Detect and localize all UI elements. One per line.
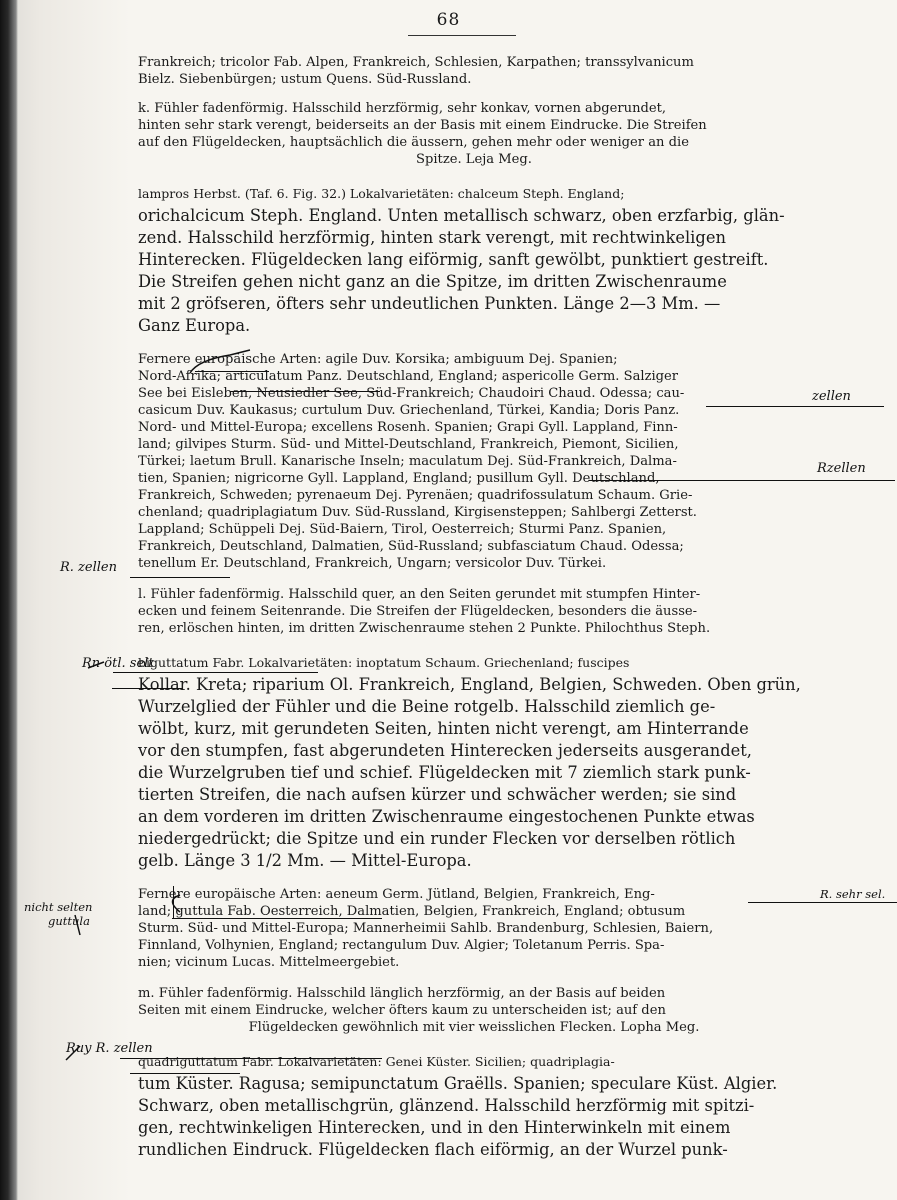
text-line: Lappland; Schüppeli Dej. Süd-Baiern, Tirol, Oesterreich; Sturmi Panz. Spanien, xyxy=(138,522,667,537)
page-number: 68 xyxy=(436,10,461,30)
text-line: tierten Streifen, die nach aufsen kürzer und schwächer werden; sie sind xyxy=(138,785,737,804)
text-line: gen, rechtwinkeligen Hinterecken, und in den Hinterwinkeln mit einem xyxy=(138,1118,731,1137)
text-line: Wurzelglied der Fühler und die Beine rotgelb. Halsschild ziemlich ge- xyxy=(138,697,716,716)
text-line: Frankreich, Deutschland, Dalmatien, Süd-Russland; subfasciatum Chaud. Odessa; xyxy=(138,539,684,554)
text-line: land; guttula Fab. Oesterreich, Dalmatien, Belgien, Frankreich, England; obtusum xyxy=(138,904,686,919)
text-line: niedergedrückt; die Spitze und ein runder Flecken vor derselben rötlich xyxy=(138,829,736,848)
text-line: ren, erlöschen hinten, im dritten Zwischenraume stehen 2 Punkte. Philochthus Steph. xyxy=(138,621,711,636)
text-line: orichalcicum Steph. England. Unten metallisch schwarz, oben erzfarbig, glän- xyxy=(138,206,785,225)
pen-stroke-guttula-tail xyxy=(75,915,80,935)
text-line: auf den Flügeldecken, hauptsächlich die äussern, gehen mehr oder weniger an die xyxy=(138,135,689,150)
pen-stroke-articulatum xyxy=(190,350,250,373)
text-line: gelb. Länge 3 1/2 Mm. — Mittel-Europa. xyxy=(138,851,472,870)
text-line: Flügeldecken gewöhnlich mit vier weisslichen Flecken. Lopha Meg. xyxy=(248,1020,700,1035)
text-line: Finnland, Volhynien, England; rectangulum Duv. Algier; Toletanum Perris. Spa- xyxy=(138,938,665,953)
text-line: Seiten mit einem Eindrucke, welcher öfters kaum zu unterscheiden ist; auf den xyxy=(138,1003,666,1018)
handwritten-note-quadriguttatum: Ruy R. zellen xyxy=(66,1041,153,1056)
text-line: Schwarz, oben metallischgrün, glänzend. Halsschild herzförmig mit spitzi- xyxy=(138,1096,755,1115)
text-line: land; gilvipes Sturm. Süd- und Mittel-Deutschland, Frankreich, Piemont, Sicilien, xyxy=(138,437,679,452)
text-line: Spitze. Leja Meg. xyxy=(416,152,532,167)
text-line: Ganz Europa. xyxy=(138,316,251,335)
text-line: Nord-Afrika; articulatum Panz. Deutschland, England; aspericolle Germ. Salziger xyxy=(138,369,679,384)
text-line: vor den stumpfen, fast abgerundeten Hinterecken jederseits ausgerandet, xyxy=(138,741,752,760)
handwritten-note-obtusum: R. sehr sel. xyxy=(820,887,886,901)
text-line: Die Streifen gehen nicht ganz an die Spitze, im dritten Zwischenraume xyxy=(138,272,727,291)
text-line: Kollar. Kreta; riparium Ol. Frankreich, England, Belgien, Schweden. Oben grün, xyxy=(138,675,801,694)
text-line: an dem vorderen im dritten Zwischenraume eingestochenen Punkte etwas xyxy=(138,807,755,826)
text-line: chenland; quadriplagiatum Duv. Süd-Russland, Kirgisensteppen; Sahlbergi Zetterst. xyxy=(138,505,697,520)
text-line: Türkei; laetum Brull. Kanarische Inseln; maculatum Dej. Süd-Frankreich, Dalma- xyxy=(138,454,677,469)
species-lead-line: biguttatum Fabr. Lokalvarietäten: inoptatum Schaum. Griechenland; fuscipes xyxy=(138,655,630,670)
text-line: m. Fühler fadenförmig. Halsschild länglich herzförmig, an der Basis auf beiden xyxy=(138,986,666,1001)
text-line: Fernere europäische Arten: agile Duv. Korsika; ambiguum Dej. Spanien; xyxy=(138,352,618,367)
pen-stroke-quadriguttatum-tail xyxy=(66,1046,80,1060)
handwritten-note-tenellum: R. zellen xyxy=(60,560,117,575)
text-line: hinten sehr stark verengt, beiderseits an der Basis mit einem Eindrucke. Die Streifen xyxy=(138,118,707,133)
pen-stroke-biguttatum-tail xyxy=(88,662,104,668)
handwritten-note-guttula-1: nicht selten xyxy=(24,900,93,914)
text-line: Frankreich; tricolor Fab. Alpen, Frankreich, Schlesien, Karpathen; transsylvanicum xyxy=(138,55,694,70)
text-line: Bielz. Siebenbürgen; ustum Quens. Süd-Russland. xyxy=(138,72,472,87)
text-line: mit 2 gröfseren, öfters sehr undeutlichen Punkten. Länge 2—3 Mm. — xyxy=(138,294,721,313)
text-line: Nord- und Mittel-Europa; excellens Rosenh. Spanien; Grapi Gyll. Lappland, Finn- xyxy=(138,420,678,435)
text-line: die Wurzelgruben tief und schief. Flügeldecken mit 7 ziemlich stark punk- xyxy=(138,763,751,782)
text-line: zend. Halsschild herzförmig, hinten stark verengt, mit rechtwinkeligen xyxy=(138,228,726,247)
pen-stroke-guttula-bracket xyxy=(173,895,181,912)
handwritten-note-pusillum: Rzellen xyxy=(817,461,866,476)
text-line: k. Fühler fadenförmig. Halsschild herzförmig, sehr konkav, vornen abgerundet, xyxy=(138,101,667,116)
text-line: ecken und feinem Seitenrande. Die Streifen der Flügeldecken, besonders die äusse- xyxy=(138,604,698,619)
text-line: l. Fühler fadenförmig. Halsschild quer, an den Seiten gerundet mit stumpfen Hinter- xyxy=(138,587,701,602)
species-lead-line: lampros Herbst. (Taf. 6. Fig. 32.) Lokalvarietäten: chalceum Steph. England; xyxy=(138,186,625,201)
text-line: tien, Spanien; nigricorne Gyll. Lappland, England; pusillum Gyll. Deutschland, xyxy=(138,471,660,486)
text-line: Hinterecken. Flügeldecken lang eiförmig, sanft gewölbt, punktiert gestreift. xyxy=(138,250,769,269)
handwritten-note-biguttatum: Rn ötl. selt xyxy=(82,656,154,671)
handwritten-note-guttula-2: guttula xyxy=(48,914,90,928)
text-line: wölbt, kurz, mit gerundeten Seiten, hinten nicht verengt, am Hinterrande xyxy=(138,719,749,738)
text-line: rundlichen Eindruck. Flügeldecken flach eiförmig, an der Wurzel punk- xyxy=(138,1140,728,1159)
handwritten-note-doris: zellen xyxy=(812,389,851,404)
text-line: tenellum Er. Deutschland, Frankreich, Ungarn; versicolor Duv. Türkei. xyxy=(138,556,607,571)
text-line: Sturm. Süd- und Mittel-Europa; Mannerheimii Sahlb. Brandenburg, Schlesien, Baiern, xyxy=(138,921,714,936)
text-line: Frankreich, Schweden; pyrenaeum Dej. Pyrenäen; quadrifossulatum Schaum. Grie- xyxy=(138,488,693,503)
text-line: tum Küster. Ragusa; semipunctatum Graëlls. Spanien; speculare Küst. Algier. xyxy=(138,1074,778,1093)
species-lead-line: quadriguttatum Fabr. Lokalvarietäten: Genei Küster. Sicilien; quadriplagia- xyxy=(138,1054,615,1069)
text-line: See bei Eisleben, Neusiedler See, Süd-Frankreich; Chaudoiri Chaud. Odessa; cau- xyxy=(138,386,685,401)
text-line: nien; vicinum Lucas. Mittelmeergebiet. xyxy=(138,955,400,970)
text-line: Fernere europäische Arten: aeneum Germ. Jütland, Belgien, Frankreich, Eng- xyxy=(138,887,655,902)
text-line: casicum Duv. Kaukasus; curtulum Duv. Griechenland, Türkei, Kandia; Doris Panz. xyxy=(138,403,680,418)
